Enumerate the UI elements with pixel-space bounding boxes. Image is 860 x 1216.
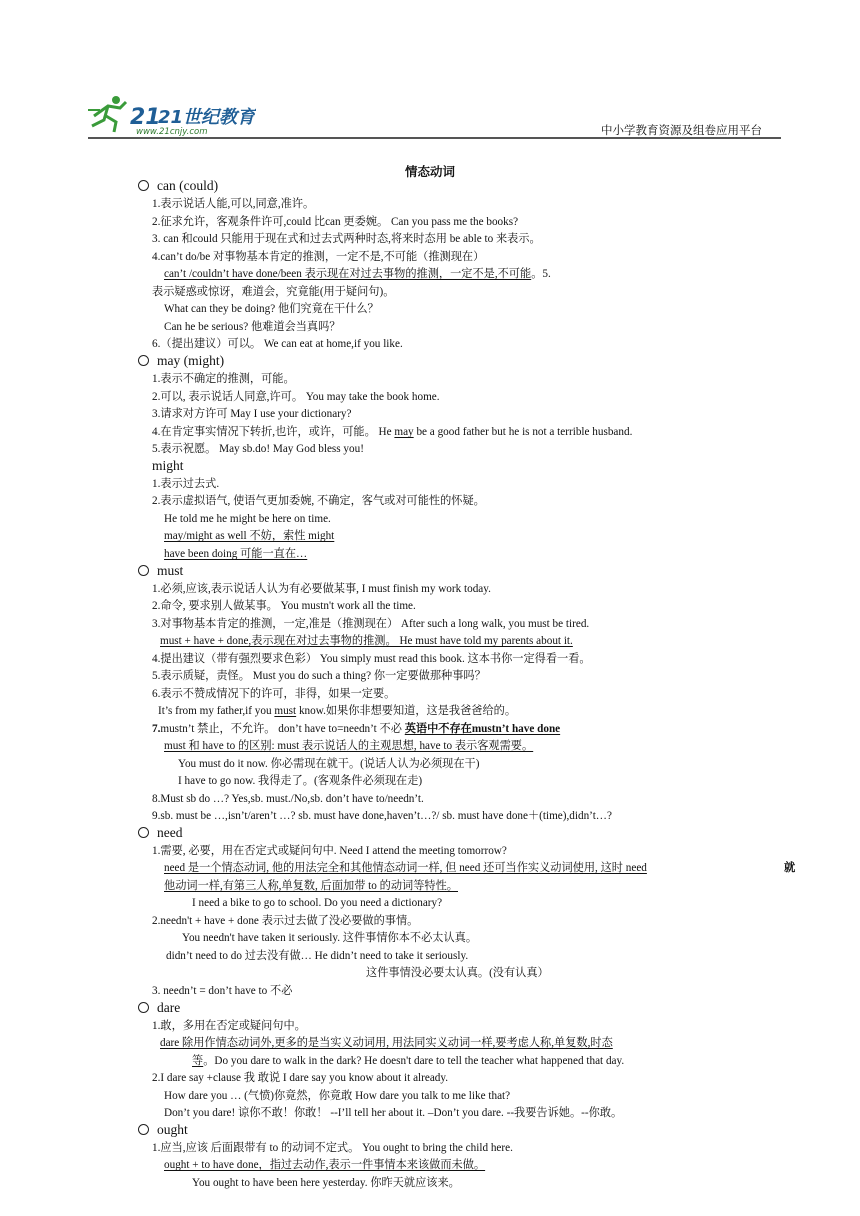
must-line-3: 3.对事物基本肯定的推测，一定,准是（推测现在） After such a long walk, you must be tired. — [152, 618, 590, 630]
circle-bullet-icon — [138, 355, 149, 366]
can-line-5: can’t /couldn’t have done/been 表示现在对过去事物的推测，一定不是,不可能。5. — [164, 268, 551, 280]
section-heading-may: may (might) — [138, 353, 224, 369]
can-example-1: What can they be doing? 他们究竟在干什么？ — [164, 303, 379, 315]
must-example-1: It’s from my father,if you must know.如果你非想要知道，这是我爸爸给的。 — [158, 705, 517, 717]
need-line-2: need 是一个情态动词, 他的用法完全和其他情态动词一样, 但 need 还可当作实义动词使用, 这时 need — [164, 862, 647, 874]
ought-line-2: ought + to have done，指过去动作,表示一件事情本来该做而未做。 — [164, 1159, 486, 1171]
can-line-4: 4.can’t do/be 对事物基本肯定的推测，一定不是,不可能（推测现在） — [152, 251, 485, 263]
may-line-4: 4.在肯定事实情况下转折,也许，或许，可能。 He may be a good father but he is not a terrible husband. — [152, 426, 633, 438]
need-example-2: You needn't have taken it seriously. 这件事情你本不必太认真。 — [182, 932, 478, 944]
need-line-1: 1.需要, 必要，用在否定式或疑问句中. Need I attend the meeting tomorrow? — [152, 845, 507, 857]
can-example-2: Can he be serious? 他难道会当真吗？ — [164, 321, 341, 333]
may-line-3: 3.请求对方许可 May I use your dictionary? — [152, 408, 352, 420]
logo-url: www.21cnjy.com — [136, 127, 208, 136]
runner-icon — [88, 96, 126, 132]
can-line-2: 2.征求允许，客观条件许可,could 比can 更委婉。 Can you pass me the books? — [152, 216, 519, 228]
section-heading-must: must — [138, 563, 183, 579]
might-line-3: may/might as well 不妨，索性 might — [164, 530, 335, 542]
might-example-1: He told me he might be here on time. — [164, 513, 331, 525]
need-line-4: 2.needn't + have + done 表示过去做了没必要做的事情。 — [152, 915, 419, 927]
svg-text:21: 21 — [130, 105, 161, 130]
can-line-3: 3. can 和could 只能用于现在式和过去式两种时态,将来时态用 be able to 来表示。 — [152, 233, 541, 245]
need-line-7: 3. needn’t = don’t have to 不必 — [152, 985, 293, 997]
need-line-6: 这件事情没必要太认真。(没有认真） — [366, 967, 549, 979]
section-heading-ought: ought — [138, 1122, 188, 1138]
ought-line-1: 1.应当,应该 后面跟带有 to 的动词不定式。 You ought to bring the child here. — [152, 1142, 513, 1154]
might-line-2: 2.表示虚拟语气, 使语气更加委婉, 不确定，客气或对可能性的怀疑。 — [152, 495, 485, 507]
must-line-5: 4.提出建议（带有强烈要求色彩） You simply must read this book. 这本书你一定得看一看。 — [152, 653, 591, 665]
may-line-2: 2.可以, 表示说话人同意,许可。 You may take the book home. — [152, 391, 440, 403]
dare-line-4: 2.I dare say +clause 我 敢说 I dare say you know about it already. — [152, 1072, 449, 1084]
ought-example-1: You ought to have been here yesterday. 你昨天就应该来。 — [192, 1177, 460, 1189]
need-line-2-end: 就 — [784, 862, 796, 874]
might-line-1: 1.表示过去式. — [152, 478, 220, 490]
dare-line-1: 1.敢，多用在否定或疑问句中。 — [152, 1020, 306, 1032]
need-line-5: didn’t need to do 过去没有做… He didn’t need to take it seriously. — [166, 950, 469, 962]
must-line-11: 9.sb. must be …,isn’t/aren’t …? sb. must have done,haven’t…?/ sb. must have done＋(time),didn’t…? — [152, 810, 612, 822]
dare-line-3: 等。Do you dare to walk in the dark? He doesn't dare to tell the teacher what happened that day. — [192, 1055, 625, 1067]
platform-name: 中小学教育资源及组卷应用平台 — [601, 125, 762, 137]
might-line-4: have been doing 可能一直在… — [164, 548, 308, 560]
must-line-7: 6.表示不赞成情况下的许可，非得，如果一定要。 — [152, 688, 396, 700]
section-heading-might: might — [152, 458, 184, 473]
must-line-10: 8.Must sb do …? Yes,sb. must./No,sb. don’t have to/needn’t. — [152, 793, 424, 805]
must-line-8: 7.mustn’t 禁止，不允许。 don’t have to=needn’t 不必 英语中不存在mustn’t have done — [152, 723, 561, 735]
must-line-9: must 和 have to 的区别: must 表示说话人的主观思想, have to 表示客观需要。 — [164, 740, 534, 752]
circle-bullet-icon — [138, 1124, 149, 1135]
section-heading-dare: dare — [138, 1000, 180, 1016]
can-line-1: 1.表示说话人能,可以,同意,准许。 — [152, 198, 315, 210]
dare-line-6: Don’t you dare! 谅你不敢！你敢！ --I’ll tell her about it. –Don’t you dare. --我要告诉她。--你敢。 — [164, 1107, 623, 1119]
must-example-3: I have to go now. 我得走了。(客观条件必须现在走) — [178, 775, 423, 787]
must-line-2: 2.命令, 要求别人做某事。 You mustn't work all the time. — [152, 600, 416, 612]
dare-line-2: dare 除用作情态动词外,更多的是当实义动词用, 用法同实义动词一样,要考虑人称,单复数,时态 — [160, 1037, 613, 1049]
circle-bullet-icon — [138, 565, 149, 576]
must-example-2: You must do it now. 你必需现在就干。(说话人认为必须现在干) — [178, 758, 480, 770]
header-divider — [88, 137, 781, 139]
must-line-4: must + have + done,表示现在对过去事物的推测。 He must have told my parents about it. — [160, 635, 573, 647]
can-line-6: 表示疑惑或惊讶，难道会，究竟能(用于疑问句)。 — [152, 286, 395, 298]
need-line-3: 他动词一样,有第三人称,单复数, 后面加带 to 的动词等特性。 — [164, 880, 458, 892]
circle-bullet-icon — [138, 827, 149, 838]
can-line-7: 6.（提出建议）可以。 We can eat at home,if you like. — [152, 338, 403, 350]
may-line-5: 5.表示祝愿。 May sb.do! May God bless you! — [152, 443, 364, 455]
logo-text: 21世纪教育 — [158, 107, 256, 128]
must-line-6: 5.表示质疑，责怪。 Must you do such a thing? 你一定要做那种事吗？ — [152, 670, 486, 682]
dare-line-5: How dare you … (气愤)你竟然，你竟敢 How dare you talk to me like that? — [164, 1090, 511, 1102]
page-title: 情态动词 — [404, 164, 455, 179]
need-example-1: I need a bike to go to school. Do you need a dictionary? — [192, 897, 443, 909]
section-heading-can: can (could) — [138, 178, 218, 194]
circle-bullet-icon — [138, 180, 149, 191]
may-line-1: 1.表示不确定的推测，可能。 — [152, 373, 295, 385]
circle-bullet-icon — [138, 1002, 149, 1013]
section-heading-need: need — [138, 825, 182, 841]
site-logo — [86, 94, 256, 136]
must-line-1: 1.必须,应该,表示说话人认为有必要做某事, I must finish my work today. — [152, 583, 491, 595]
